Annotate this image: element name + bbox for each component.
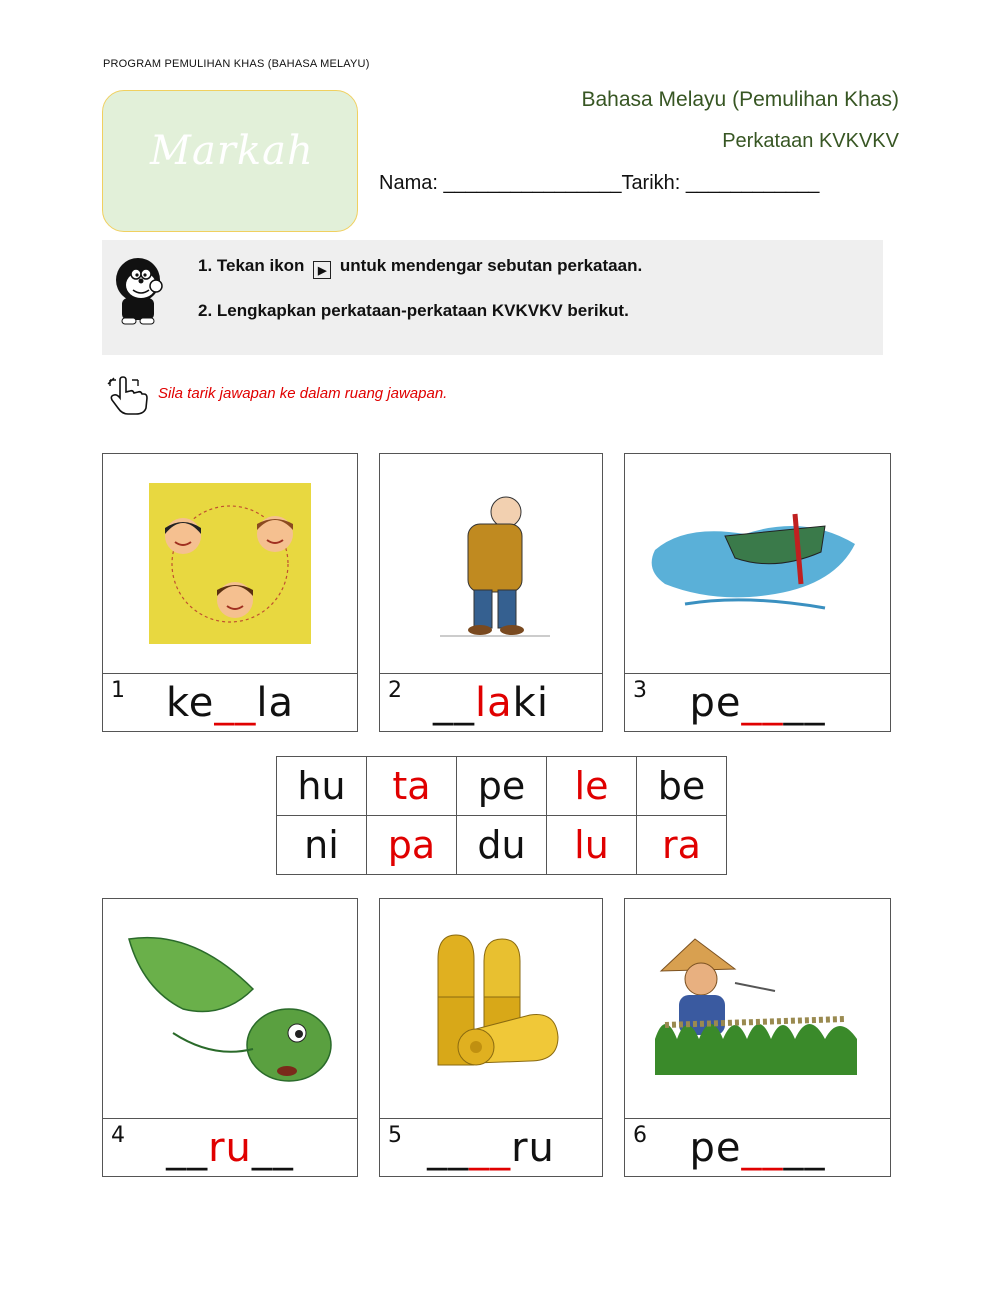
instruction-1-suffix: untuk mendengar sebutan perkataan. (335, 256, 643, 275)
syllable-row (277, 816, 727, 875)
word-part: ki (512, 680, 549, 726)
card-number: 1 (111, 678, 125, 703)
instruction-1-prefix: 1. Tekan ikon (198, 256, 310, 275)
syllable-tile[interactable]: ni (277, 816, 367, 875)
drag-hand-icon (106, 376, 150, 416)
syllable-tile[interactable]: ra (637, 816, 727, 875)
word-card-4[interactable] (102, 898, 358, 1177)
word-card-1[interactable] (102, 453, 358, 732)
card-number: 2 (388, 678, 402, 703)
syllable-tile[interactable]: ta (367, 757, 457, 816)
card-word (380, 1125, 602, 1171)
name-date-row (379, 172, 819, 195)
card-number: 3 (633, 678, 647, 703)
word-card-5[interactable] (379, 898, 603, 1177)
syllable-tile[interactable]: lu (547, 816, 637, 875)
answer-slot[interactable]: __ (166, 1125, 209, 1171)
card-picture-area (380, 454, 602, 674)
instruction-2: 2. Lengkapkan perkataan-perkataan KVKVKV berikut. (198, 301, 629, 320)
syllable-tile[interactable]: du (457, 816, 547, 875)
syllable-tile[interactable]: pe (457, 757, 547, 816)
boat-picture (625, 454, 890, 673)
marks-label: Markah (150, 128, 314, 174)
word-part: la (475, 680, 513, 726)
word-card-6[interactable] (624, 898, 891, 1177)
instruction-1 (198, 256, 642, 279)
date-field[interactable]: ____________ (685, 172, 820, 194)
answer-slot[interactable]: __ (741, 1125, 784, 1171)
word-part: ke (166, 680, 215, 726)
word-part: pe (689, 680, 742, 726)
card-picture-area (103, 899, 357, 1119)
answer-slot[interactable]: __ (427, 1125, 470, 1171)
card-number: 6 (633, 1123, 647, 1148)
date-label: Tarikh: (621, 172, 686, 194)
worksheet-subtitle: Perkataan KVKVKV (722, 130, 899, 152)
drag-hint: Sila tarik jawapan ke dalam ruang jawapan. (158, 385, 448, 402)
syllable-tile[interactable]: be (637, 757, 727, 816)
worksheet-title: Bahasa Melayu (Pemulihan Khas) (581, 88, 899, 111)
word-part: ru (511, 1125, 555, 1171)
card-word (103, 1125, 357, 1171)
three-faces-picture (103, 454, 357, 673)
card-word (103, 680, 357, 726)
program-header: PROGRAM PEMULIHAN KHAS (BAHASA MELAYU) (103, 58, 370, 70)
card-picture-area (103, 454, 357, 674)
syllable-row (277, 757, 727, 816)
answer-slot[interactable]: __ (783, 1125, 826, 1171)
word-card-3[interactable] (624, 453, 891, 732)
card-word (625, 680, 890, 726)
farmer-picture (625, 899, 890, 1118)
tadpole-picture (103, 899, 357, 1118)
mascot-icon (108, 250, 178, 326)
syllable-tile[interactable]: hu (277, 757, 367, 816)
answer-slot[interactable]: __ (783, 680, 826, 726)
play-icon: ▶ (313, 261, 331, 279)
word-part: pe (689, 1125, 742, 1171)
card-picture-area (625, 454, 890, 674)
word-part: ru (208, 1125, 252, 1171)
card-word (625, 1125, 890, 1171)
man-picture (380, 454, 602, 673)
card-picture-area (625, 899, 890, 1119)
card-word (380, 680, 602, 726)
answer-slot[interactable]: __ (214, 680, 257, 726)
card-number: 5 (388, 1123, 402, 1148)
word-part: la (256, 680, 294, 726)
answer-slot[interactable]: __ (251, 1125, 294, 1171)
name-field[interactable]: ________________ (443, 172, 622, 194)
card-number: 4 (111, 1123, 125, 1148)
answer-slot[interactable]: __ (469, 1125, 512, 1171)
answer-slot[interactable]: __ (741, 680, 784, 726)
bullets-picture (380, 899, 602, 1118)
card-picture-area (380, 899, 602, 1119)
syllable-tile[interactable]: le (547, 757, 637, 816)
syllable-tile[interactable]: pa (367, 816, 457, 875)
syllable-table (276, 756, 727, 875)
name-label: Nama: (379, 172, 444, 194)
answer-slot[interactable]: __ (433, 680, 476, 726)
word-card-2[interactable] (379, 453, 603, 732)
